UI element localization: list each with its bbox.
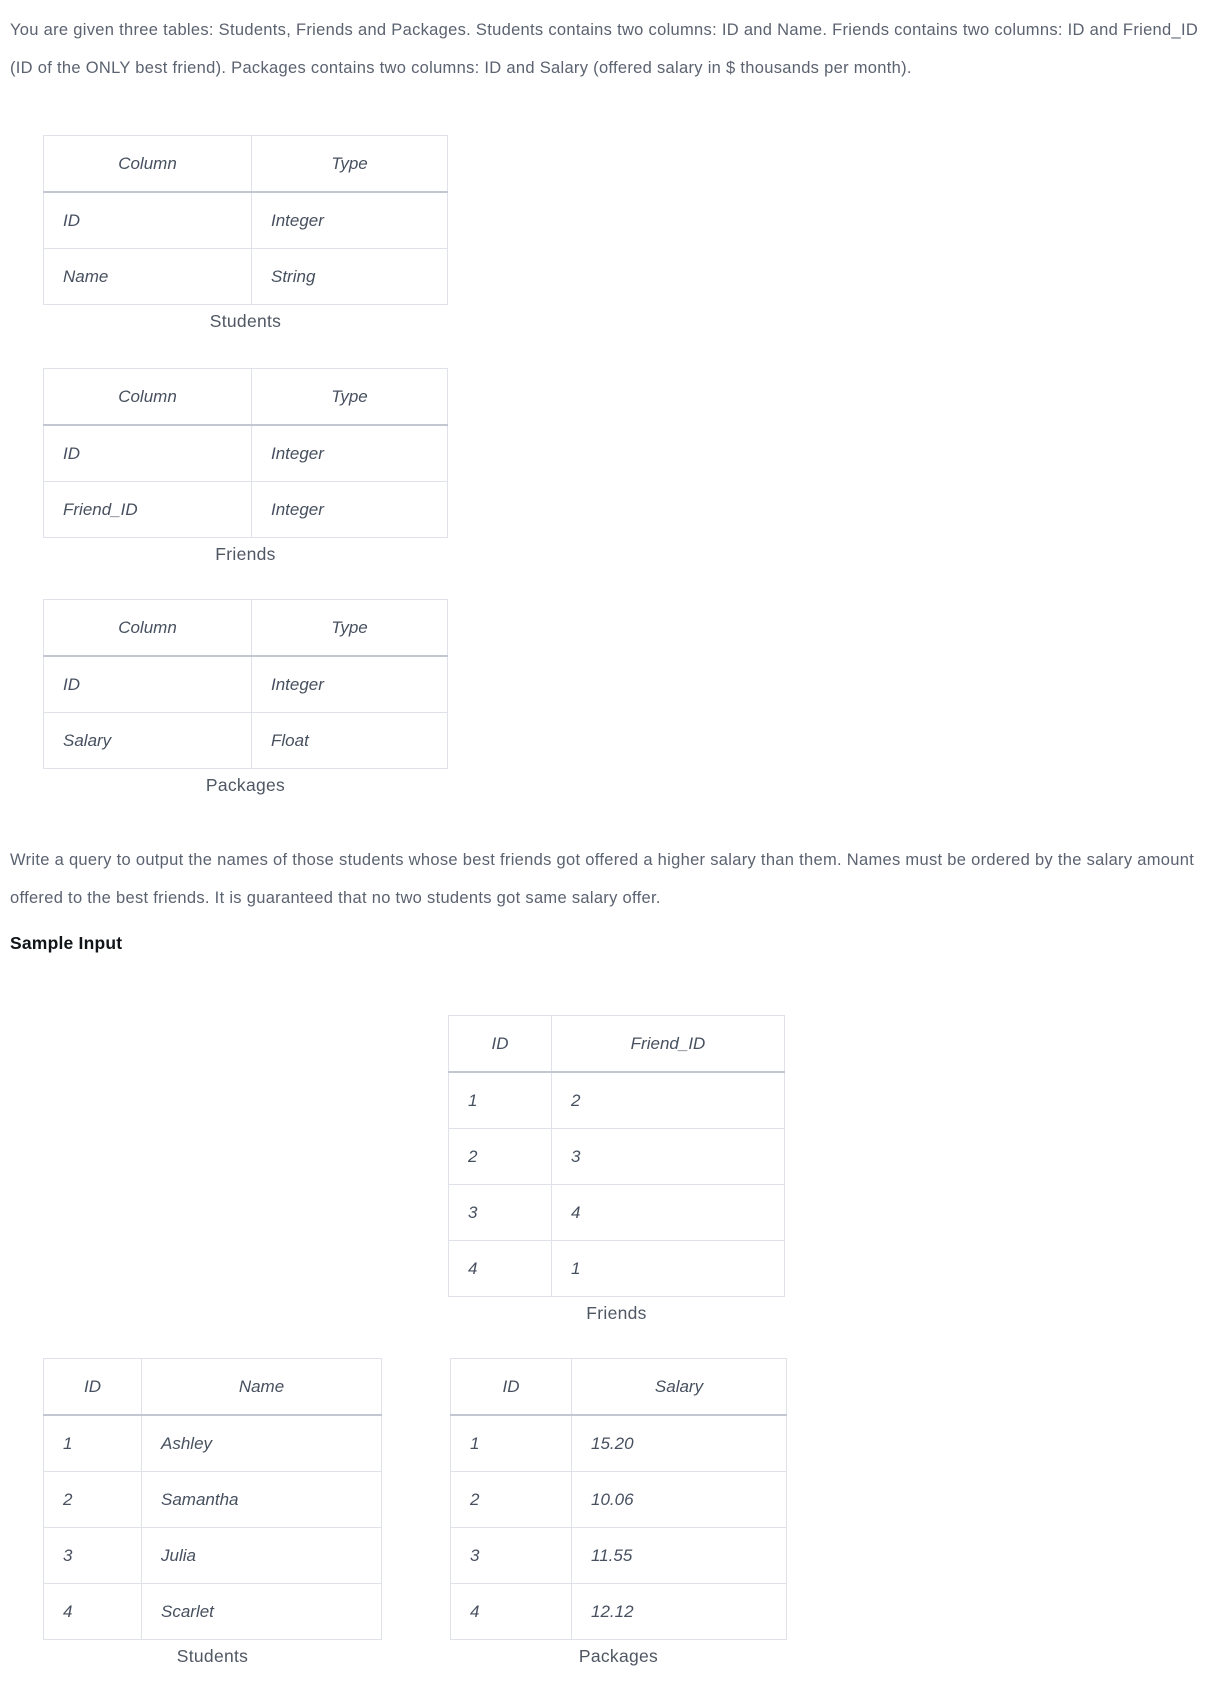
table-cell: Integer: [252, 192, 448, 249]
table-header-row: [44, 369, 448, 426]
table-cell: Float: [252, 713, 448, 769]
table-caption-students: Students: [209, 311, 282, 331]
table-cell: 1: [451, 1415, 572, 1472]
column-header: Friend_ID: [552, 1016, 785, 1073]
table-header-row: [451, 1359, 787, 1416]
table-cell: Integer: [252, 425, 448, 482]
packages-sample-block: [450, 1358, 787, 1668]
table-row: [451, 1415, 787, 1472]
column-header: ID: [44, 1359, 142, 1416]
table-row: [44, 1415, 382, 1472]
sample-input-heading: Sample Input: [10, 933, 123, 953]
table-cell: 15.20: [572, 1415, 787, 1472]
task-description: Write a query to output the names of those students whose best friends got offered a higher salary than them. Names must be ordered by the salary amount offered to the best friends. It is guaranteed that no two students got same salary offer.: [10, 851, 1195, 907]
friends-schema-block: [43, 368, 448, 566]
column-header: ID: [451, 1359, 572, 1416]
table-cell: 4: [552, 1185, 785, 1241]
column-header: Name: [142, 1359, 382, 1416]
table-header-row: [449, 1016, 785, 1073]
column-header: Salary: [572, 1359, 787, 1416]
table-row: [44, 482, 448, 538]
friends-schema-table: [43, 368, 448, 538]
packages-schema-block: [43, 599, 448, 797]
table-cell: 4: [451, 1584, 572, 1640]
table-cell: 3: [552, 1129, 785, 1185]
table-row: [44, 713, 448, 769]
table-caption-packages: Packages: [205, 775, 286, 795]
table-cell: 3: [44, 1528, 142, 1584]
table-row: [449, 1241, 785, 1297]
table-row: [44, 1584, 382, 1640]
table-caption-friends-sample: Friends: [586, 1303, 647, 1323]
table-caption-packages-sample: Packages: [578, 1646, 659, 1666]
table-row: [44, 192, 448, 249]
table-cell: 3: [451, 1528, 572, 1584]
column-header: ID: [449, 1016, 552, 1073]
packages-sample-table: [450, 1358, 787, 1640]
table-cell: 1: [552, 1241, 785, 1297]
table-cell: Scarlet: [142, 1584, 382, 1640]
column-header: Column: [44, 136, 252, 193]
table-row: [451, 1528, 787, 1584]
table-cell: 1: [44, 1415, 142, 1472]
students-sample-block: [43, 1358, 382, 1668]
table-cell: ID: [44, 192, 252, 249]
column-header: Type: [252, 136, 448, 193]
table-cell: 4: [449, 1241, 552, 1297]
column-header: Column: [44, 600, 252, 657]
table-cell: String: [252, 249, 448, 305]
table-row: [449, 1129, 785, 1185]
table-cell: Friend_ID: [44, 482, 252, 538]
table-cell: Samantha: [142, 1472, 382, 1528]
problem-description: You are given three tables: Students, Friends and Packages. Students contains two columns: ID and Name. Friends contains two columns: ID and Friend_ID (ID of the ONLY best friend). Packages contains two columns: ID and Salary (offered salary in $ thousands per month).: [10, 21, 1199, 77]
table-row: [44, 425, 448, 482]
table-cell: Name: [44, 249, 252, 305]
table-cell: 4: [44, 1584, 142, 1640]
table-header-row: [44, 1359, 382, 1416]
table-caption-students-sample: Students: [176, 1646, 249, 1666]
table-cell: 2: [449, 1129, 552, 1185]
table-cell: 1: [449, 1072, 552, 1129]
friends-sample-table: [448, 1015, 785, 1297]
packages-schema-table: [43, 599, 448, 769]
table-row: [449, 1185, 785, 1241]
table-row: [44, 656, 448, 713]
column-header: Type: [252, 600, 448, 657]
table-cell: 11.55: [572, 1528, 787, 1584]
table-row: [44, 1528, 382, 1584]
table-cell: 3: [449, 1185, 552, 1241]
column-header: Column: [44, 369, 252, 426]
table-cell: Integer: [252, 482, 448, 538]
table-header-row: [44, 600, 448, 657]
table-row: [451, 1584, 787, 1640]
table-row: [451, 1472, 787, 1528]
table-cell: 12.12: [572, 1584, 787, 1640]
table-cell: Julia: [142, 1528, 382, 1584]
table-header-row: [44, 136, 448, 193]
table-row: [449, 1072, 785, 1129]
students-schema-block: [43, 135, 448, 333]
table-cell: 2: [552, 1072, 785, 1129]
table-cell: Salary: [44, 713, 252, 769]
table-cell: ID: [44, 425, 252, 482]
table-cell: ID: [44, 656, 252, 713]
table-cell: 2: [44, 1472, 142, 1528]
column-header: Type: [252, 369, 448, 426]
students-schema-table: [43, 135, 448, 305]
students-sample-table: [43, 1358, 382, 1640]
table-cell: 2: [451, 1472, 572, 1528]
table-caption-friends: Friends: [215, 544, 276, 564]
table-row: [44, 1472, 382, 1528]
table-cell: 10.06: [572, 1472, 787, 1528]
table-cell: Integer: [252, 656, 448, 713]
friends-sample-block: [448, 1015, 785, 1325]
table-cell: Ashley: [142, 1415, 382, 1472]
table-row: [44, 249, 448, 305]
